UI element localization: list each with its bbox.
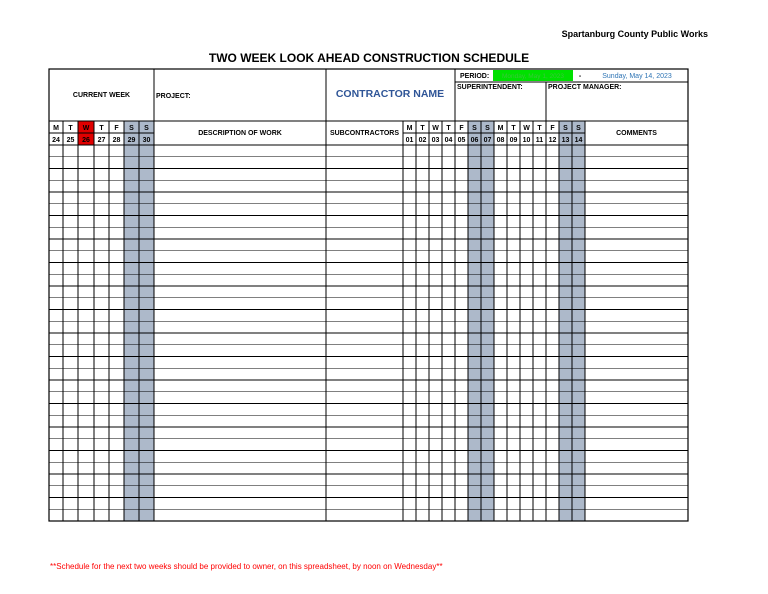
day-date: 02: [418, 137, 427, 144]
current-week-label: CURRENT WEEK: [72, 92, 131, 99]
day-letter: W: [82, 125, 90, 132]
day-letter: S: [576, 125, 581, 132]
day-letter: T: [446, 125, 451, 132]
day-letter: T: [99, 125, 104, 132]
day-date: 13: [561, 137, 570, 144]
day-date: 01: [405, 137, 414, 144]
contractor-name: CONTRACTOR NAME: [335, 88, 445, 100]
day-letter: F: [550, 125, 555, 132]
day-letter: M: [406, 125, 413, 132]
day-date: 05: [457, 137, 466, 144]
day-date: 06: [470, 137, 479, 144]
day-date: 24: [52, 137, 60, 144]
day-date: 11: [535, 137, 544, 144]
day-date: 14: [574, 137, 583, 144]
period-separator: -: [578, 73, 582, 80]
day-letter: S: [472, 125, 477, 132]
day-letter: S: [563, 125, 568, 132]
day-letter: T: [511, 125, 516, 132]
day-date: 29: [127, 137, 136, 144]
day-date: 25: [66, 137, 75, 144]
superintendent-label: SUPERINTENDENT:: [457, 84, 523, 91]
comments-header: COMMENTS: [616, 130, 657, 137]
subcontractors-header: SUBCONTRACTORS: [329, 130, 400, 137]
description-header: DESCRIPTION OF WORK: [198, 130, 282, 137]
day-letter: S: [485, 125, 490, 132]
day-date: 12: [548, 137, 557, 144]
day-letter: T: [68, 125, 73, 132]
day-date: 26: [82, 137, 90, 144]
day-date: 03: [431, 137, 440, 144]
day-letter: M: [497, 125, 504, 132]
period-start-date: Monday, May 1, 2023: [501, 73, 565, 80]
footnote: **Schedule for the next two weeks should be provided to owner, on this spreadsheet, by noon on Wednesday**: [50, 562, 443, 571]
period-end-date: Sunday, May 14, 2023: [602, 73, 672, 80]
day-date: 09: [509, 137, 518, 144]
day-date: 30: [142, 137, 151, 144]
day-letter: T: [420, 125, 425, 132]
day-date: 04: [444, 137, 453, 144]
day-letter: W: [432, 125, 439, 132]
day-letter: M: [53, 125, 59, 132]
day-date: 28: [112, 137, 121, 144]
day-letter: S: [144, 125, 149, 132]
day-date: 07: [483, 137, 492, 144]
page-title: TWO WEEK LOOK AHEAD CONSTRUCTION SCHEDULE: [208, 51, 530, 65]
organization-name: Spartanburg County Public Works: [561, 29, 708, 39]
day-letter: S: [129, 125, 134, 132]
day-date: 10: [522, 137, 531, 144]
period-label: PERIOD:: [460, 73, 490, 80]
project-label: PROJECT:: [156, 93, 191, 100]
day-date: 08: [496, 137, 505, 144]
day-date: 27: [97, 137, 106, 144]
day-letter: T: [537, 125, 542, 132]
day-letter: F: [459, 125, 464, 132]
day-letter: W: [523, 125, 530, 132]
project-manager-label: PROJECT MANAGER:: [548, 84, 622, 91]
day-letter: F: [114, 125, 119, 132]
